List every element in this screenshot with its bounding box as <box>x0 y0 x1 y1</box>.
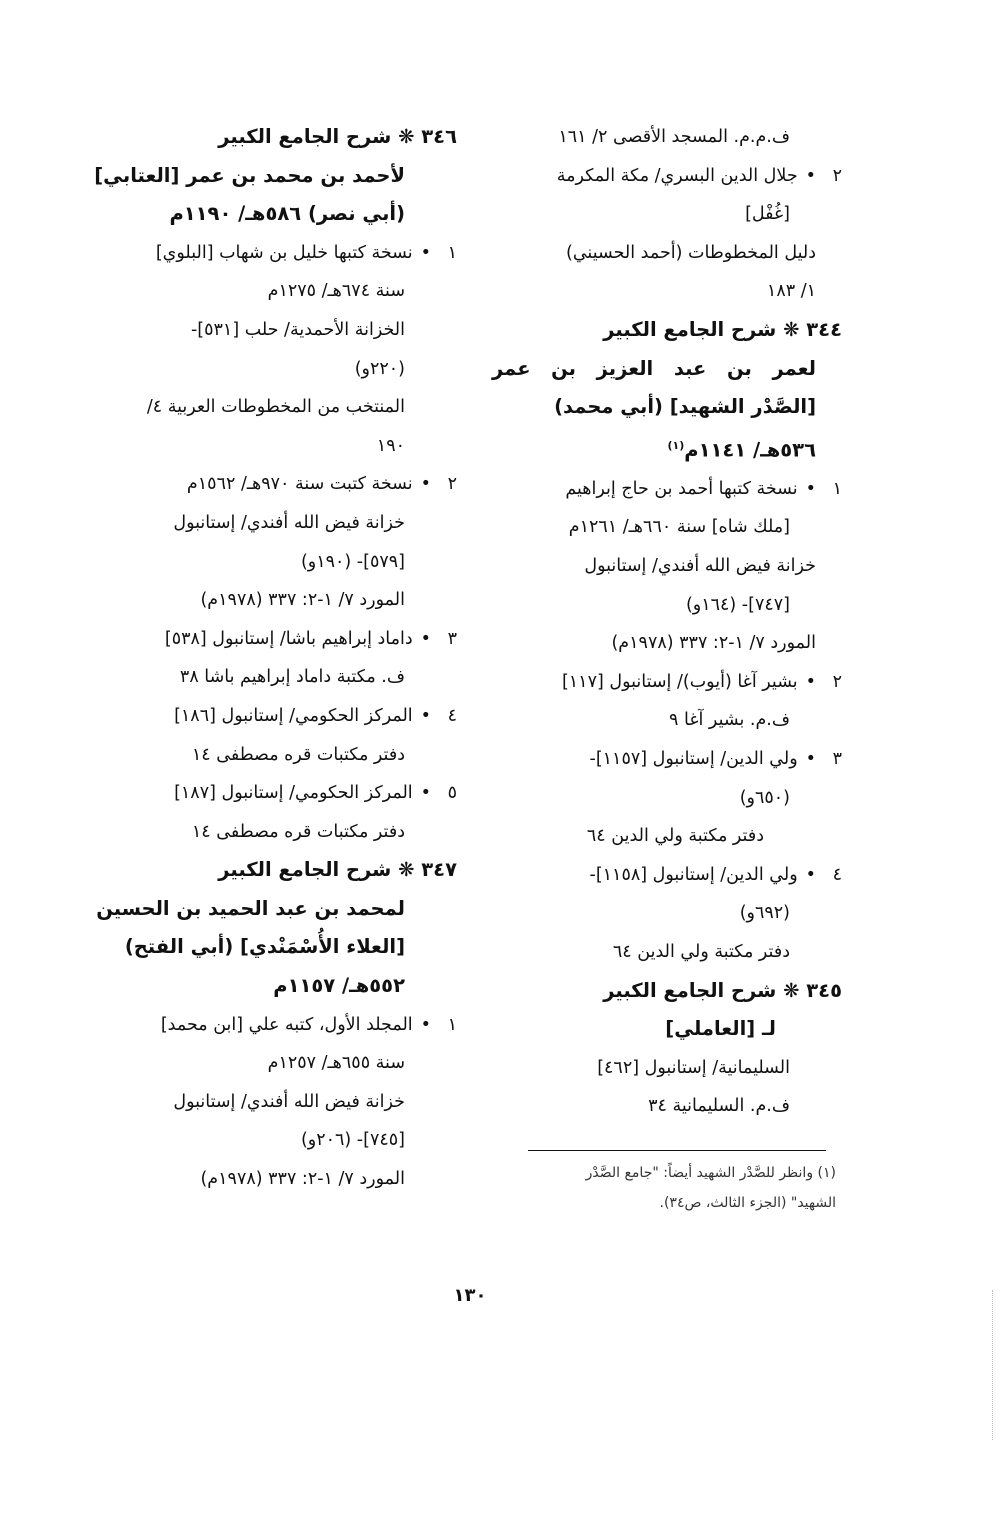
item-text: المركز الحكومي/ إستانبول [١٨٧] <box>174 783 413 804</box>
text-line: ف.م. بشير آغا ٩ <box>669 710 790 731</box>
entry-heading: ٣٤٤ ❋ شرح الجامع الكبير <box>603 317 842 341</box>
text-line: المورد ٧/ ١-٢: ٣٣٧ (١٩٧٨م) <box>611 633 816 654</box>
entry-heading: ٣٤٧ ❋ شرح الجامع الكبير <box>218 858 457 882</box>
text-line: الخزانة الأحمدية/ حلب [٥٣١]- <box>190 319 405 340</box>
entry-author: لـ [العاملي] <box>665 1017 776 1041</box>
list-item: ٤ • المركز الحكومي/ إستانبول [١٨٦] <box>102 697 457 736</box>
entry-date: ٥٥٢هـ/ ١١٥٧م <box>273 974 405 998</box>
list-item: ٣ • ولي الدين/ إستانبول [١١٥٧]- <box>492 740 842 779</box>
text-line: [٧٤٥]- (٢٠٦و) <box>300 1130 405 1151</box>
item-text: نسخة كتبها خليل بن شهاب [البلوي] <box>155 242 413 263</box>
item-text: جلال الدين البسري/ مكة المكرمة <box>556 165 798 186</box>
entry-date: ٥٣٦هـ/ ١١٤١م$^{(١)}$ <box>667 438 816 462</box>
entry-author: لأحمد بن محمد بن عمر [العتابي] <box>94 163 405 187</box>
entry-heading: ٣٤٦ ❋ شرح الجامع الكبير <box>218 125 457 148</box>
text-line: المنتخب من المخطوطات العربية ٤/ <box>146 397 405 418</box>
bullet-icon: • <box>420 1014 431 1035</box>
text-line: السليمانية/ إستانبول [٤٦٢] <box>597 1057 790 1078</box>
item-number: ٢ <box>832 165 842 186</box>
scan-edge-mark <box>990 1290 993 1440</box>
bullet-icon: • <box>805 671 816 692</box>
text-line: [٧٤٧]- (١٦٤و) <box>685 594 790 615</box>
bullet-icon: • <box>420 628 431 649</box>
entry-author: لعمر بن عبد العزيز بن عمر <box>492 356 816 380</box>
text-line: [٥٧٩]- (١٩٠و) <box>300 551 405 572</box>
right-column <box>492 118 842 1126</box>
text-line: (٦٩٢و) <box>739 903 790 924</box>
list-item: ١ • نسخة كتبها أحمد بن حاج إبراهيم <box>492 470 842 509</box>
footnote-ref: (١) <box>667 438 685 452</box>
bullet-icon: • <box>420 783 431 804</box>
text-line: المورد ٧/ ١-٢: ٣٣٧ (١٩٧٨م) <box>200 590 405 611</box>
text-line: خزانة فيض الله أفندي/ إستانبول <box>584 556 816 577</box>
text-line: [غُفْل] <box>745 204 790 225</box>
text-line: [ملك شاه] سنة ٦٦٠هـ/ ١٢٦١م <box>568 517 790 538</box>
text-line: ف. مكتبة داماد إبراهيم باشا ٣٨ <box>179 667 405 688</box>
bullet-icon: • <box>420 474 431 495</box>
page-number: ١٣٠ <box>453 1285 487 1306</box>
entry-author: [الصَّدْر الشهيد] (أبي محمد) <box>554 395 816 419</box>
text-line: ١٩٠ <box>376 435 405 456</box>
footnote-line: (١) وانظر للصَّدْر الشهيد أيضاً: "جامع الصَّدْر <box>585 1165 836 1181</box>
left-column <box>94 118 457 1199</box>
list-item: ١ • نسخة كتبها خليل بن شهاب [البلوي] <box>102 234 457 273</box>
text-line: دفتر مكتبة ولي الدين ٦٤ <box>586 826 764 847</box>
text-line: ف.م.م. المسجد الأقصى ٢/ ١٦١ <box>558 127 790 147</box>
text-line: ١/ ١٨٣ <box>766 281 816 302</box>
text-line: دفتر مكتبة ولي الدين ٦٤ <box>612 941 790 962</box>
footnote <box>496 1158 836 1218</box>
list-item: ٢ • نسخة كتبت سنة ٩٧٠هـ/ ١٥٦٢م <box>102 465 457 504</box>
text-line: خزانة فيض الله أفندي/ إستانبول <box>173 1091 405 1112</box>
footnote-divider <box>528 1150 826 1151</box>
footnote-line: الشهيد" (الجزء الثالث، ص٣٤). <box>659 1195 836 1211</box>
list-item <box>492 157 842 196</box>
item-text: بشير آغا (أيوب)/ إستانبول [١١٧] <box>561 671 798 692</box>
list-item: ٥ • المركز الحكومي/ إستانبول [١٨٧] <box>102 774 457 813</box>
text-line: خزانة فيض الله أفندي/ إستانبول <box>173 512 405 533</box>
item-text: نسخة كتبت سنة ٩٧٠هـ/ ١٥٦٢م <box>186 474 413 495</box>
text-line: ف.م. السليمانية ٣٤ <box>648 1096 790 1117</box>
text-line: سنة ٦٥٥هـ/ ١٢٥٧م <box>267 1053 405 1074</box>
list-item: ٢ • بشير آغا (أيوب)/ إستانبول [١١٧] <box>492 663 842 702</box>
bullet-icon: • <box>805 864 816 885</box>
bullet-icon: • <box>420 705 431 726</box>
bullet-icon: • <box>420 242 431 263</box>
list-item: ٣ • داماد إبراهيم باشا/ إستانبول [٥٣٨] <box>102 620 457 659</box>
bullet-icon: • <box>805 478 816 499</box>
entry-heading: ٣٤٥ ❋ شرح الجامع الكبير <box>603 978 842 1002</box>
list-item: ٤ • ولي الدين/ إستانبول [١١٥٨]- <box>492 856 842 895</box>
text-line: (٢٢٠و) <box>354 358 405 379</box>
text-line: دليل المخطوطات (أحمد الحسيني) <box>566 242 816 263</box>
text-line: سنة ٦٧٤هـ/ ١٢٧٥م <box>267 281 405 302</box>
text-line: (٦٥٠و) <box>739 787 790 808</box>
item-text: ولي الدين/ إستانبول [١١٥٧]- <box>589 749 798 769</box>
item-text: ولي الدين/ إستانبول [١١٥٨]- <box>589 864 798 885</box>
bullet-icon: • <box>805 749 816 769</box>
item-text: المجلد الأول، كتبه علي [ابن محمد] <box>160 1014 413 1035</box>
text-line: المورد ٧/ ١-٢: ٣٣٧ (١٩٧٨م) <box>200 1169 405 1190</box>
item-text: نسخة كتبها أحمد بن حاج إبراهيم <box>565 478 798 499</box>
bullet-icon: • <box>805 165 816 186</box>
list-item: ١ • المجلد الأول، كتبه علي [ابن محمد] <box>102 1006 457 1045</box>
item-text: المركز الحكومي/ إستانبول [١٨٦] <box>174 705 413 726</box>
item-text: داماد إبراهيم باشا/ إستانبول [٥٣٨] <box>164 628 413 649</box>
text-line: دفتر مكتبات قره مصطفى ١٤ <box>191 821 405 842</box>
entry-author: (أبي نصر) ٥٨٦هـ/ ١١٩٠م <box>169 202 405 226</box>
text-line: دفتر مكتبات قره مصطفى ١٤ <box>191 744 405 765</box>
entry-author: [العلاء الأُسْمَنْدي] (أبي الفتح) <box>124 935 405 959</box>
entry-author: لمحمد بن عبد الحميد بن الحسين <box>96 896 405 920</box>
